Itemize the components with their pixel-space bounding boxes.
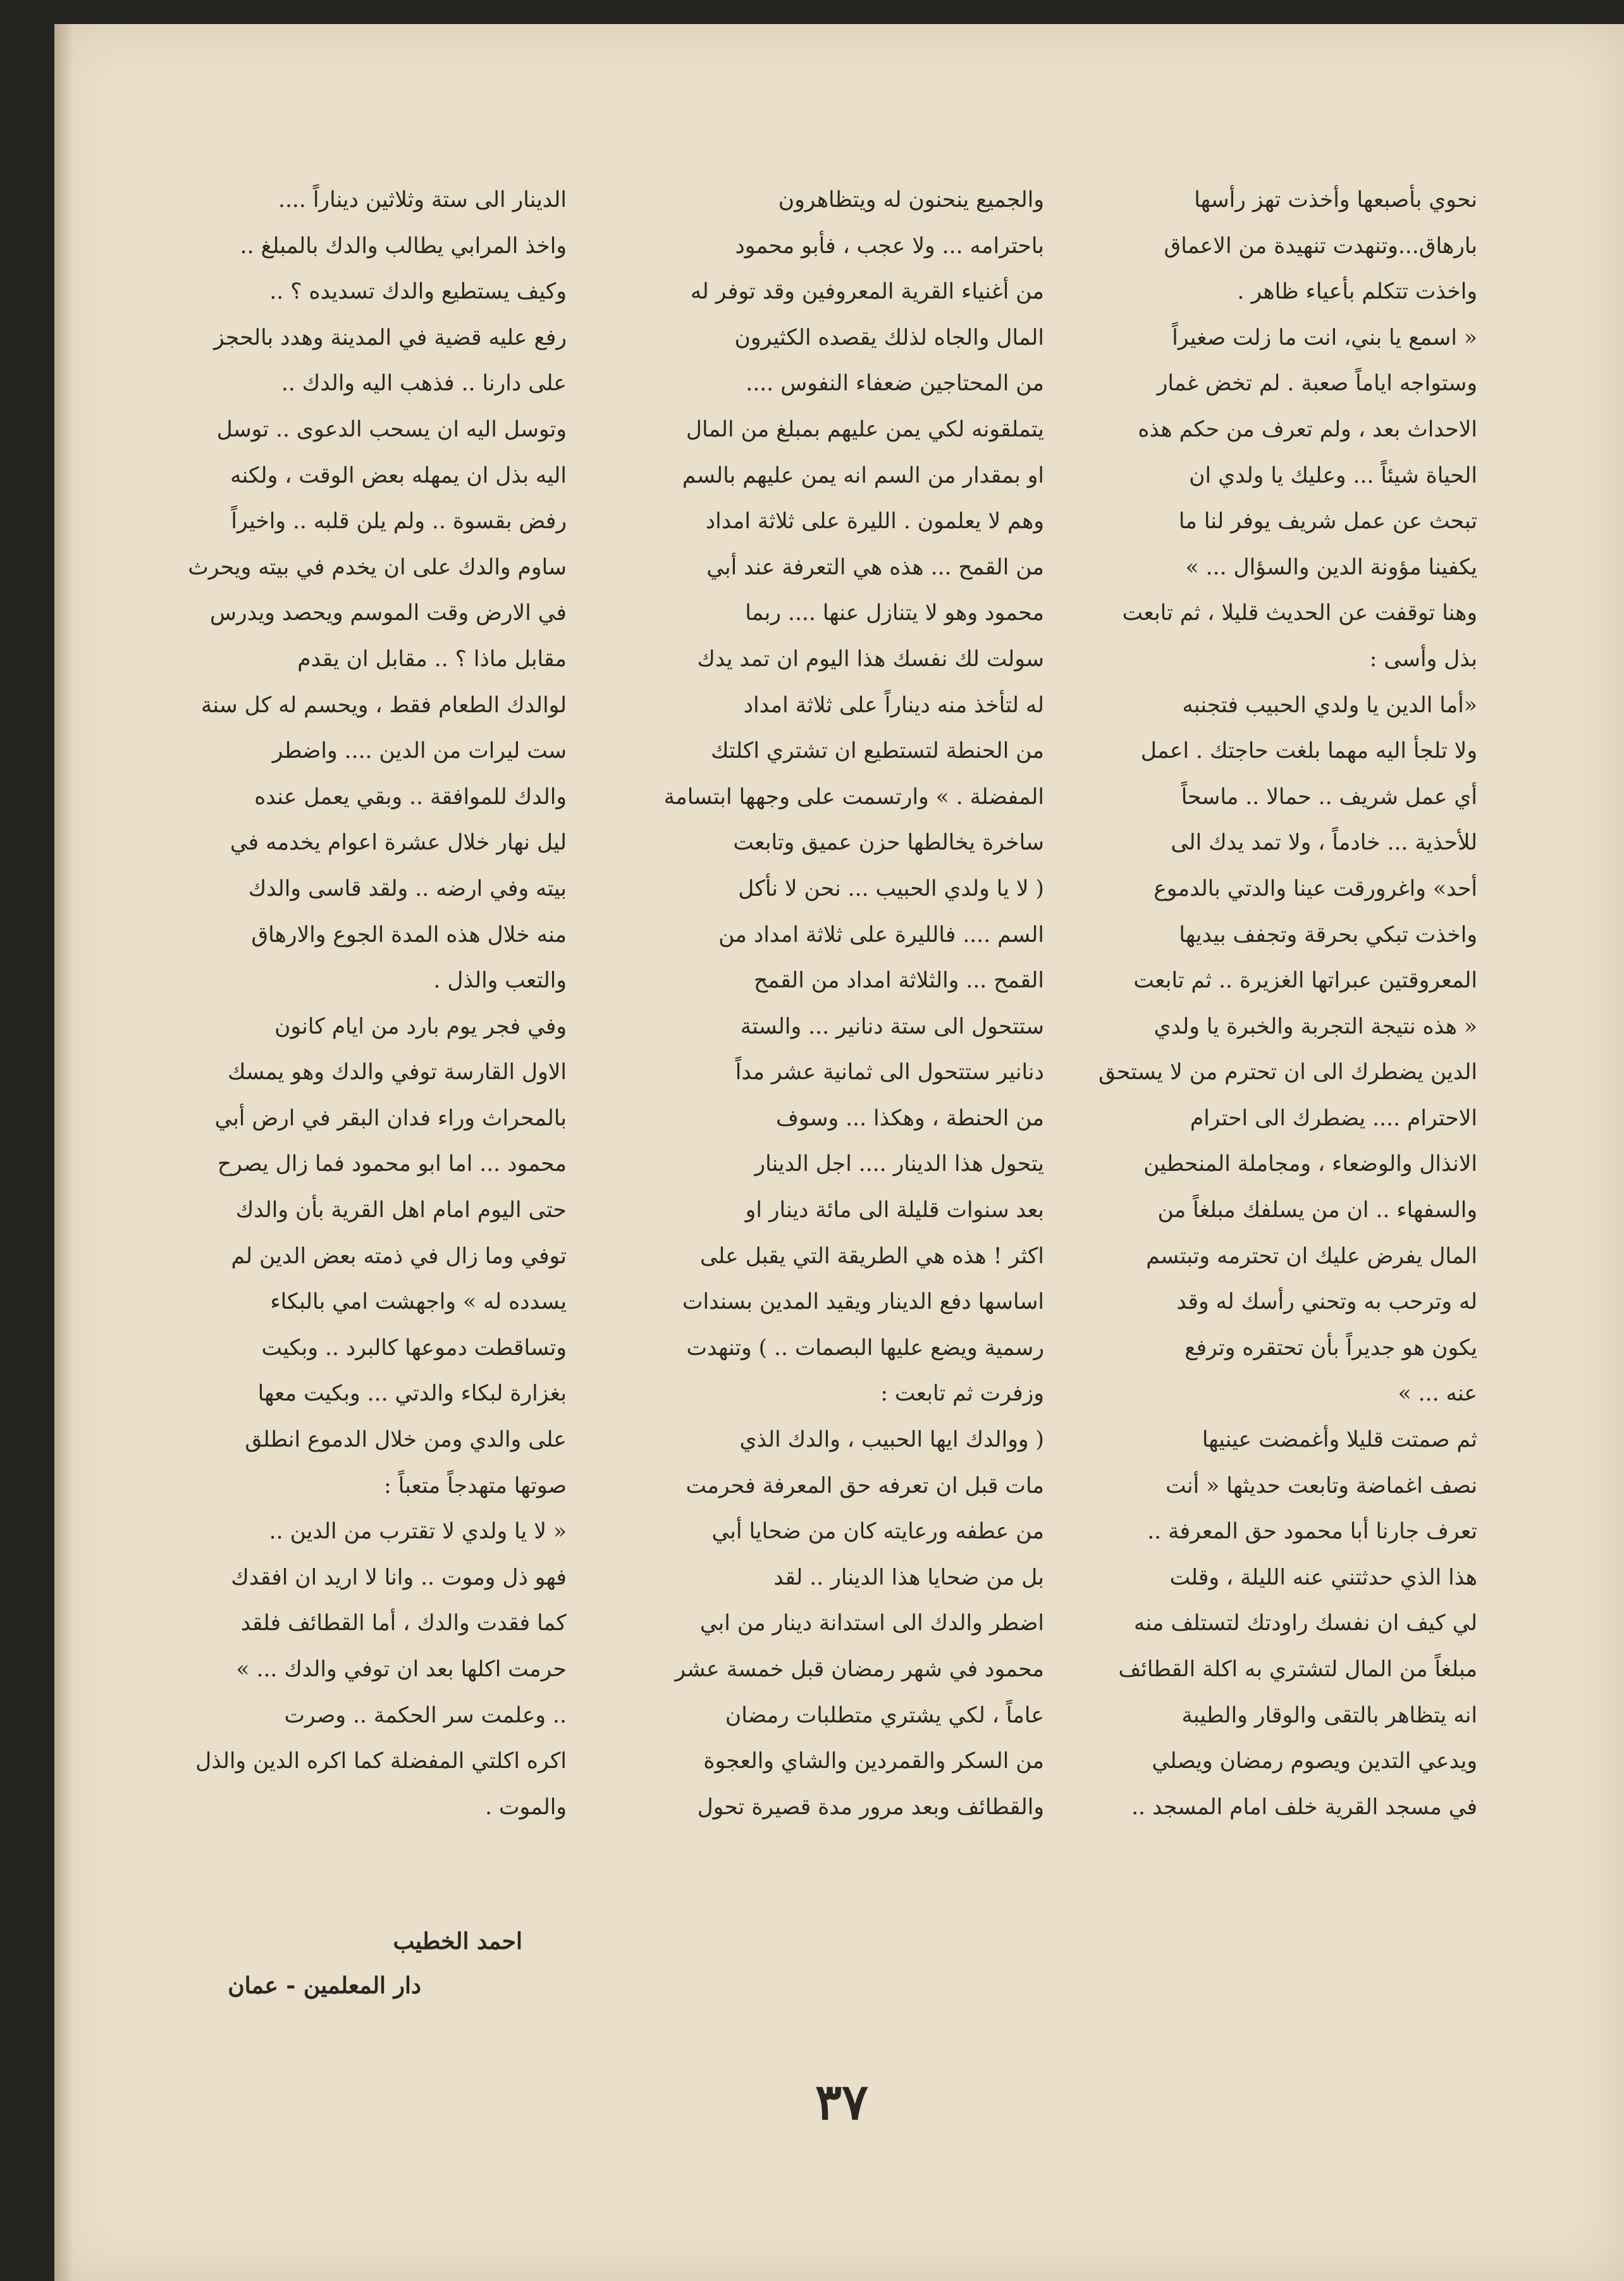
author-affiliation: دار المعلمين - عمان (228, 1972, 421, 1999)
text-column-left: الدينار الى ستة وثلاثين ديناراً .... واخذ المرابي يطالب والدك بالمبلغ .. وكيف يستطيع والدك تسديده ؟ .. رفع عليه قضية في المدينة وهدد بالحجز على دارنا .. فذهب اليه والدك .. وتوسل اليه ان يسحب الدعوى .. توسل اليه بذل ان يمهله بعض الوقت ، ولكنه رفض بقسوة .. ولم يلن قلبه .. واخيراً ساوم والدك على ان يخدم في بيته ويحرث في الارض وقت الموسم ويحصد ويدرس مقابل ماذا ؟ .. مقابل ان يقدم لوالدك الطعام فقط ، ويحسم له كل سنة ست ليرات من الدين .... واضطر والدك للموافقة .. وبقي يعمل عنده ليل نهار خلال عشرة اعوام يخدمه في بيته وفي ارضه .. ولقد قاسى والدك منه خلال هذه المدة الجوع والارهاق والتعب والذل . وفي فجر يوم بارد من ايام كانون الاول القارسة توفي والدك وهو يمسك بالمحراث وراء فدان البقر في ارض أبي محمود ... اما ابو محمود فما زال يصرح حتى اليوم امام اهل القرية بأن والدك توفي وما زال في ذمته بعض الدين لم يسدده له » واجهشت امي بالبكاء وتساقطت دموعها كالبرد .. وبكيت بغزارة لبكاء والدتي ... وبكيت معها على والدي ومن خلال الدموع انطلق صوتها متهدجاً متعباً : « لا يا ولدي لا تقترب من الدين .. فهو ذل وموت .. وانا لا اريد ان افقدك كما فقدت والدك ، أما القطائف فلقد حرمت اكلها بعد ان توفي والدك ... » .. وعلمت سر الحكمة .. وصرت اكره اكلتي المفضلة كما اكره الدين والذل والموت . (188, 187, 567, 1820)
author-name: احمد الخطيب (393, 1928, 522, 1955)
text-column-right: نحوي بأصبعها وأخذت تهز رأسها بارهاق...وتنهدت تنهيدة من الاعماق واخذت تتكلم بأعياء ظاهر . « اسمع يا بني، انت ما زلت صغيراً وستواجه اياماً صعبة . لم تخض غمار الاحداث بعد ، ولم تعرف من حكم هذه الحياة شيئاً ... وعليك يا ولدي ان تبحث عن عمل شريف يوفر لنا ما يكفينا مؤونة الدين والسؤال ... » وهنا توقفت عن الحديث قليلا ، ثم تابعت بذل وأسى : «أما الدين يا ولدي الحبيب فتجنبه ولا تلجأ اليه مهما بلغت حاجتك . اعمل أي عمل شريف .. حمالا .. ماسحاً للأحذية ... خادماً ، ولا تمد يدك الى أحد» واغرورقت عينا والدتي بالدموع واخذت تبكي بحرقة وتجفف بيديها المعروقتين عبراتها الغزيرة .. ثم تابعت « هذه نتيجة التجربة والخبرة يا ولدي الدين يضطرك الى ان تحترم من لا يستحق الاحترام .... يضطرك الى احترام الانذال والوضعاء ، ومجاملة المنحطين والسفهاء .. ان من يسلفك مبلغاً من المال يفرض عليك ان تحترمه وتبتسم له وترحب به وتحني رأسك له وقد يكون هو جديراً بأن تحتقره وترفع عنه ... » ثم صمتت قليلا وأغمضت عينيها نصف اغماضة وتابعت حديثها « أنت تعرف جارنا أبا محمود حق المعرفة .. هذا الذي حدثتني عنه الليلة ، وقلت لي كيف ان نفسك راودتك لتستلف منه مبلغاً من المال لتشتري به اكلة القطائف انه يتظاهر بالتقى والوقار والطيبة ويدعي التدين ويصوم رمضان ويصلي في مسجد القرية خلف امام المسجد .. (1098, 187, 1477, 1820)
document-page (54, 24, 1624, 2281)
page-number: ٣٧ (815, 2074, 868, 2131)
text-column-middle: والجميع ينحنون له ويتظاهرون باحترامه ... ولا عجب ، فأبو محمود من أغنياء القرية المعروفين وقد توفر له المال والجاه لذلك يقصده الكثيرون من المحتاجين ضعفاء النفوس .... يتملقونه لكي يمن عليهم بمبلغ من المال او بمقدار من السم انه يمن عليهم بالسم وهم لا يعلمون . الليرة على ثلاثة امداد من القمح ... هذه هي التعرفة عند أبي محمود وهو لا يتنازل عنها .... ربما سولت لك نفسك هذا اليوم ان تمد يدك له لتأخذ منه ديناراً على ثلاثة امداد من الحنطة لتستطيع ان تشتري اكلتك المفضلة . » وارتسمت على وجهها ابتسامة ساخرة يخالطها حزن عميق وتابعت ( لا يا ولدي الحبيب ... نحن لا نأكل السم .... فالليرة على ثلاثة امداد من القمح ... والثلاثة امداد من القمح ستتحول الى ستة دنانير ... والستة دنانير ستتحول الى ثمانية عشر مداً من الحنطة ، وهكذا ... وسوف يتحول هذا الدينار .... اجل الدينار بعد سنوات قليلة الى مائة دينار او اكثر ! هذه هي الطريقة التي يقبل على اساسها دفع الدينار ويقيد المدين بسندات رسمية ويضع عليها البصمات .. ) وتنهدت وزفرت ثم تابعت : ( ووالدك ايها الحبيب ، والدك الذي مات قبل ان تعرفه حق المعرفة فحرمت من عطفه ورعايته كان من ضحايا أبي بل من ضحايا هذا الدينار .. لقد اضطر والدك الى استدانة دينار من ابي محمود في شهر رمضان قبل خمسة عشر عاماً ، لكي يشتري متطلبات رمضان من السكر والقمردين والشاي والعجوة والقطائف وبعد مرور مدة قصيرة تحول (663, 187, 1044, 1820)
page-edge-shadow (54, 24, 73, 2281)
